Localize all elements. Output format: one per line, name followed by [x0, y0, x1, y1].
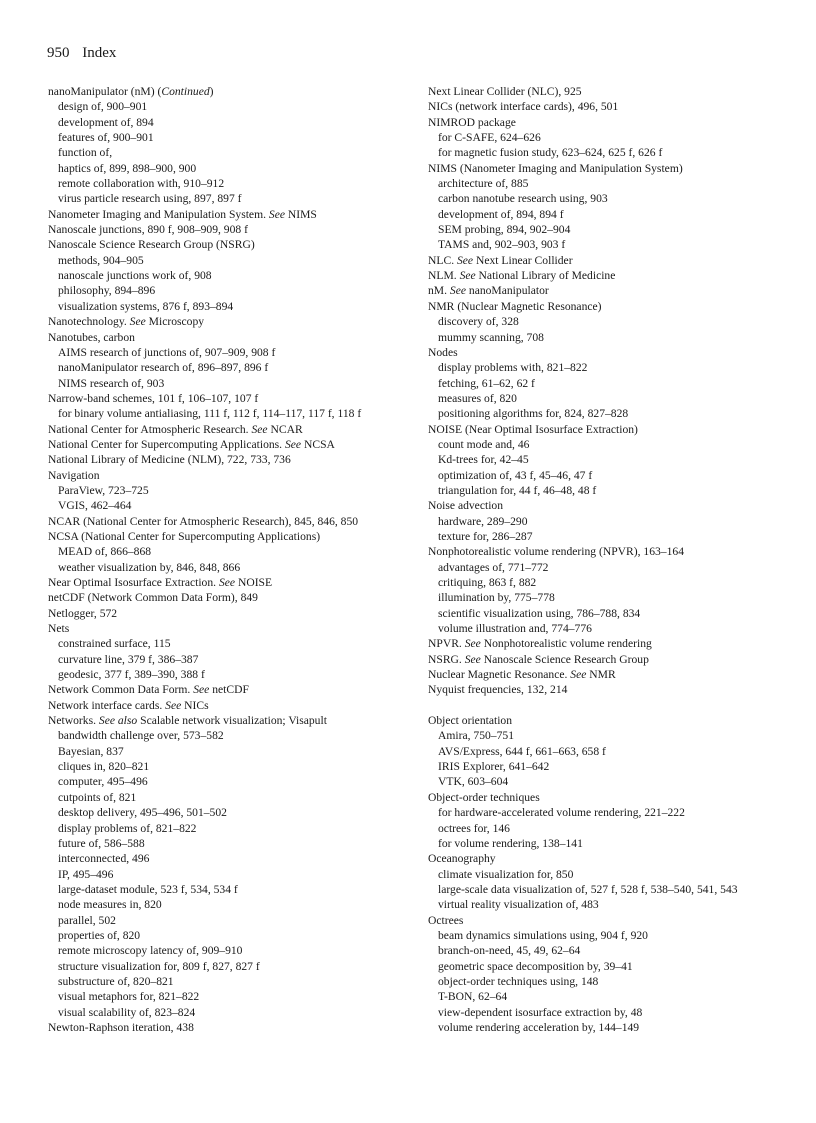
index-subentry: node measures in, 820: [58, 898, 162, 912]
index-subentry: cutpoints of, 821: [58, 790, 137, 804]
index-entry: Object-order techniques: [428, 790, 540, 804]
index-subentry: IP, 495–496: [58, 867, 114, 881]
index-subentry: features of, 900–901: [58, 131, 154, 145]
index-entry: NICs (network interface cards), 496, 501: [428, 100, 619, 114]
index-entry: Networks. See also Scalable network visualization; Visapult: [48, 714, 327, 728]
index-subentry: IRIS Explorer, 641–642: [438, 760, 550, 774]
index-subentry: structure visualization for, 809 f, 827, 827 f: [58, 959, 260, 973]
index-spacer: [428, 698, 808, 713]
index-subentry: development of, 894, 894 f: [438, 207, 564, 221]
index-subentry: visual scalability of, 823–824: [58, 1005, 196, 1019]
index-subentry: curvature line, 379 f, 386–387: [58, 652, 199, 666]
index-entry: Nodes: [428, 345, 458, 359]
index-subentry: mummy scanning, 708: [438, 330, 544, 344]
index-entry: netCDF (Network Common Data Form), 849: [48, 591, 258, 605]
index-subentry: constrained surface, 115: [58, 637, 171, 651]
index-subentry: display problems of, 821–822: [58, 821, 197, 835]
index-entry: NMR (Nuclear Magnetic Resonance): [428, 299, 602, 313]
index-subentry: carbon nanotube research using, 903: [438, 192, 608, 206]
index-subentry: for magnetic fusion study, 623–624, 625 f, 626 f: [438, 146, 663, 160]
index-entry: NSRG. See Nanoscale Science Research Group: [428, 652, 649, 666]
index-entry: NIMS (Nanometer Imaging and Manipulation System): [428, 161, 683, 175]
page-number: 950: [47, 45, 70, 61]
index-subentry: octrees for, 146: [438, 821, 510, 835]
index-entry: Nanoscale Science Research Group (NSRG): [48, 238, 255, 252]
index-subentry: Amira, 750–751: [438, 729, 514, 743]
index-entry: NPVR. See Nonphotorealistic volume rendering: [428, 637, 652, 651]
index-entry: NOISE (Near Optimal Isosurface Extraction): [428, 422, 638, 436]
index-subentry: parallel, 502: [58, 913, 116, 927]
index-entry: Nanoscale junctions, 890 f, 908–909, 908 f: [48, 223, 248, 237]
index-subentry: desktop delivery, 495–496, 501–502: [58, 806, 227, 820]
index-subentry: positioning algorithms for, 824, 827–828: [438, 407, 629, 421]
index-subentry: philosophy, 894–896: [58, 284, 156, 298]
index-subentry: object-order techniques using, 148: [438, 974, 599, 988]
index-column-right: [428, 84, 808, 1035]
index-entry: Nyquist frequencies, 132, 214: [428, 683, 568, 697]
index-entry: NLM. See National Library of Medicine: [428, 269, 616, 283]
index-subentry: VTK, 603–604: [438, 775, 509, 789]
index-subentry: methods, 904–905: [58, 253, 144, 267]
index-entry: NIMROD package: [428, 115, 516, 129]
index-entry: Next Linear Collider (NLC), 925: [428, 85, 582, 98]
index-subentry: for hardware-accelerated volume rendering, 221–222: [438, 806, 685, 820]
index-subentry: T-BON, 62–64: [438, 990, 508, 1004]
index-entry: National Center for Atmospheric Research. See NCAR: [48, 422, 303, 436]
index-entry: Nanotubes, carbon: [48, 330, 135, 344]
index-subentry: substructure of, 820–821: [58, 974, 174, 988]
index-subentry: remote microscopy latency of, 909–910: [58, 944, 243, 958]
index-subentry: texture for, 286–287: [438, 529, 533, 543]
index-subentry: future of, 586–588: [58, 836, 145, 850]
index-subentry: for binary volume antialiasing, 111 f, 112 f, 114–117, 117 f, 118 f: [58, 407, 362, 421]
index-subentry: climate visualization for, 850: [438, 867, 574, 881]
index-subentry: critiquing, 863 f, 882: [438, 576, 537, 589]
index-subentry: AIMS research of junctions of, 907–909, 908 f: [58, 345, 276, 359]
index-entry: Netlogger, 572: [48, 606, 118, 620]
index-entry: Newton-Raphson iteration, 438: [48, 1020, 194, 1034]
index-entry: Noise advection: [428, 499, 504, 513]
index-entry: Oceanography: [428, 852, 496, 866]
index-subentry: cliques in, 820–821: [58, 760, 150, 774]
index-subentry: virtual reality visualization of, 483: [438, 898, 599, 912]
index-entry: NCSA (National Center for Supercomputing Applications): [48, 529, 321, 543]
index-entry: Near Optimal Isosurface Extraction. See NOISE: [48, 576, 273, 589]
index-entry: Object orientation: [428, 714, 513, 728]
index-subentry: advantages of, 771–772: [438, 560, 549, 574]
index-entry: Network interface cards. See NICs: [48, 698, 209, 712]
index-subentry: display problems with, 821–822: [438, 361, 588, 375]
index-subentry: VGIS, 462–464: [58, 499, 132, 513]
index-subentry: virus particle research using, 897, 897 f: [58, 192, 242, 206]
index-subentry: Bayesian, 837: [58, 744, 124, 758]
index-subentry: properties of, 820: [58, 928, 141, 942]
index-subentry: visualization systems, 876 f, 893–894: [58, 299, 234, 313]
index-subentry: geometric space decomposition by, 39–41: [438, 959, 633, 973]
index-subentry: discovery of, 328: [438, 315, 519, 329]
index-subentry: ParaView, 723–725: [58, 483, 149, 497]
index-subentry: illumination by, 775–778: [438, 591, 555, 605]
index-subentry: count mode and, 46: [438, 437, 530, 451]
index-subentry: optimization of, 43 f, 45–46, 47 f: [438, 468, 593, 482]
index-entry: Nonphotorealistic volume rendering (NPVR), 163–164: [428, 545, 684, 559]
index-entry: NLC. See Next Linear Collider: [428, 253, 573, 267]
index-subentry: MEAD of, 866–868: [58, 545, 152, 559]
index-subentry: nanoManipulator research of, 896–897, 896 f: [58, 361, 269, 375]
index-subentry: volume rendering acceleration by, 144–149: [438, 1020, 640, 1034]
index-subentry: development of, 894: [58, 115, 154, 129]
index-subentry: beam dynamics simulations using, 904 f, 920: [438, 928, 648, 942]
index-subentry: measures of, 820: [438, 391, 517, 405]
index-entry: National Library of Medicine (NLM), 722, 733, 736: [48, 453, 291, 467]
index-entry: Octrees: [428, 913, 464, 927]
index-subentry: volume illustration and, 774–776: [438, 622, 592, 636]
index-subentry: interconnected, 496: [58, 852, 150, 866]
index-entry: Network Common Data Form. See netCDF: [48, 683, 249, 697]
index-subentry: weather visualization by, 846, 848, 866: [58, 560, 241, 574]
index-subentry: haptics of, 899, 898–900, 900: [58, 161, 197, 175]
index-subentry: SEM probing, 894, 902–904: [438, 223, 571, 237]
index-subentry: scientific visualization using, 786–788, 834: [438, 606, 641, 620]
index-subentry: design of, 900–901: [58, 100, 148, 114]
index-entry: nM. See nanoManipulator: [428, 284, 549, 298]
index-subentry: nanoscale junctions work of, 908: [58, 269, 212, 283]
index-subentry: geodesic, 377 f, 389–390, 388 f: [58, 668, 205, 682]
index-entry: Nanometer Imaging and Manipulation System. See NIMS: [48, 207, 317, 221]
index-entry: NCAR (National Center for Atmospheric Research), 845, 846, 850: [48, 514, 359, 528]
index-subentry: TAMS and, 902–903, 903 f: [438, 238, 566, 252]
index-subentry: bandwidth challenge over, 573–582: [58, 729, 224, 743]
index-subentry: hardware, 289–290: [438, 514, 528, 528]
index-subentry: computer, 495–496: [58, 775, 148, 789]
index-entry: Nanotechnology. See Microscopy: [48, 315, 205, 329]
index-subentry: fetching, 61–62, 62 f: [438, 376, 535, 390]
index-subentry: AVS/Express, 644 f, 661–663, 658 f: [438, 744, 606, 758]
index-entry: Narrow-band schemes, 101 f, 106–107, 107 f: [48, 391, 259, 405]
index-column-left: [48, 84, 428, 1035]
index-subentry: remote collaboration with, 910–912: [58, 177, 225, 191]
index-entry: Nets: [48, 622, 70, 636]
index-subentry: triangulation for, 44 f, 46–48, 48 f: [438, 483, 597, 497]
index-subentry: view-dependent isosurface extraction by, 48: [438, 1005, 643, 1019]
index-subentry: Kd-trees for, 42–45: [438, 453, 529, 467]
index-subentry: for C-SAFE, 624–626: [438, 131, 541, 145]
index-subentry: large-dataset module, 523 f, 534, 534 f: [58, 882, 238, 896]
index-subentry: large-scale data visualization of, 527 f, 528 f, 538–540, 541, 543: [438, 882, 738, 896]
index-entry: National Center for Supercomputing Applications. See NCSA: [48, 437, 335, 451]
section-title: Index: [82, 45, 117, 61]
index-subentry: visual metaphors for, 821–822: [58, 990, 200, 1004]
index-entry: Nuclear Magnetic Resonance. See NMR: [428, 668, 616, 682]
index-subentry: architecture of, 885: [438, 177, 529, 191]
index-subentry: function of,: [58, 146, 113, 160]
index-entry: Navigation: [48, 468, 100, 482]
index-subentry: NIMS research of, 903: [58, 376, 165, 390]
page-header: [47, 45, 116, 62]
index-subentry: for volume rendering, 138–141: [438, 836, 583, 850]
index-entry: nanoManipulator (nM) (Continued): [48, 85, 214, 98]
index-subentry: branch-on-need, 45, 49, 62–64: [438, 944, 581, 958]
